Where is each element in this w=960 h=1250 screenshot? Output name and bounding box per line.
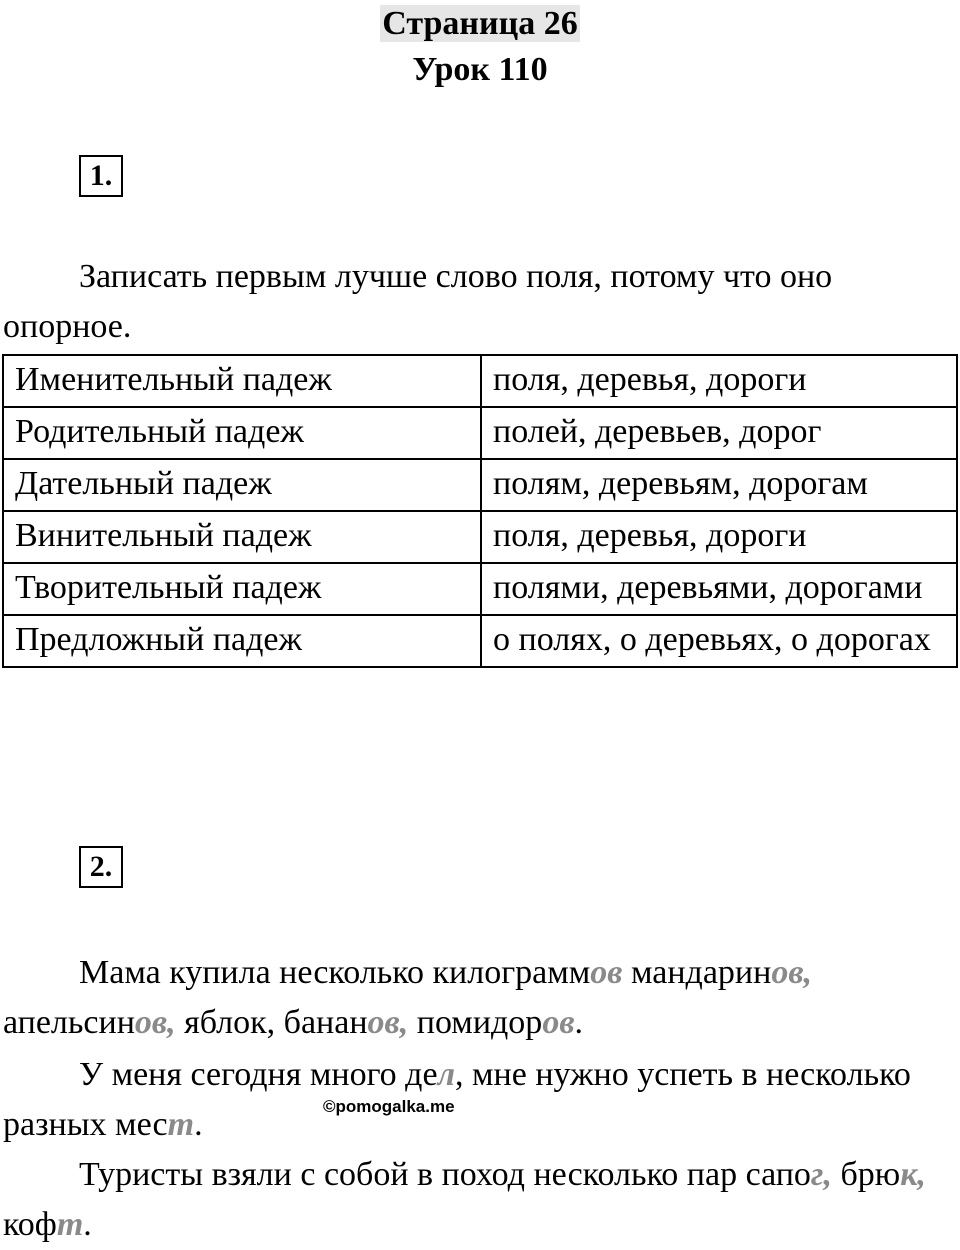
ending-highlight: г, <box>810 1156 832 1193</box>
text-run: Мама купила несколько килограмм <box>79 954 591 991</box>
ending-highlight: ов, <box>771 954 813 991</box>
text-run: коф <box>3 1206 57 1243</box>
ending-highlight: т <box>167 1106 195 1143</box>
ending-highlight: к, <box>900 1156 926 1193</box>
text-run: апельсин <box>3 1004 135 1041</box>
case-name: Винительный падеж <box>3 511 481 563</box>
case-forms: о полях, о деревьях, о дорогах <box>481 615 957 667</box>
case-forms: поля, деревья, дороги <box>481 511 957 563</box>
text-run: . <box>83 1206 92 1243</box>
table-row <box>3 511 957 563</box>
task-2-number: 2. <box>79 846 123 888</box>
watermark: ©pomogalka.me <box>323 1097 455 1116</box>
task-1-intro: Записать первым лучше слово поля, потому что оно опорное. <box>3 258 833 345</box>
text-run: брю <box>831 1156 901 1193</box>
text-run: . <box>574 1004 584 1041</box>
task-2-paragraph-2 <box>3 1050 943 1150</box>
text-run: . <box>194 1106 203 1143</box>
case-forms: полям, деревьям, дорогам <box>481 459 957 511</box>
table-row <box>3 563 957 615</box>
lesson-title: Урок 110 <box>412 51 548 88</box>
ending-highlight: т <box>56 1206 84 1243</box>
case-forms: поля, деревья, дороги <box>481 355 957 407</box>
page-title-text: Страница 26 <box>382 5 578 42</box>
table-row <box>3 615 957 667</box>
text-run: помидор <box>408 1004 543 1041</box>
page-title <box>0 4 960 44</box>
case-name: Дательный падеж <box>3 459 481 511</box>
task-2-paragraph-3 <box>3 1150 943 1250</box>
text-run: яблок, банан <box>175 1004 368 1041</box>
text-run: мандарин <box>622 954 772 991</box>
table-row <box>3 459 957 511</box>
text-run: У меня сегодня много де <box>79 1056 438 1093</box>
text-run: Туристы взяли с собой в поход несколько пар сапо <box>79 1156 811 1193</box>
case-name: Родительный падеж <box>3 407 481 459</box>
cases-table <box>2 354 958 668</box>
ending-highlight: л <box>437 1056 456 1093</box>
ending-highlight: ов, <box>367 1004 409 1041</box>
case-name: Предложный падеж <box>3 615 481 667</box>
ending-highlight: ов <box>542 1004 575 1041</box>
case-forms: полями, деревьями, дорогами <box>481 563 957 615</box>
case-name: Именительный падеж <box>3 355 481 407</box>
task-1-number: 1. <box>79 155 123 197</box>
ending-highlight: ов, <box>134 1004 176 1041</box>
table-row <box>3 355 957 407</box>
case-forms: полей, деревьев, дорог <box>481 407 957 459</box>
text-run: , мне нужно успеть в несколько разных мес <box>3 1056 911 1143</box>
ending-highlight: ов <box>590 954 623 991</box>
case-name: Творительный падеж <box>3 563 481 615</box>
table-row <box>3 407 957 459</box>
task-2-paragraph-1 <box>3 948 943 1048</box>
